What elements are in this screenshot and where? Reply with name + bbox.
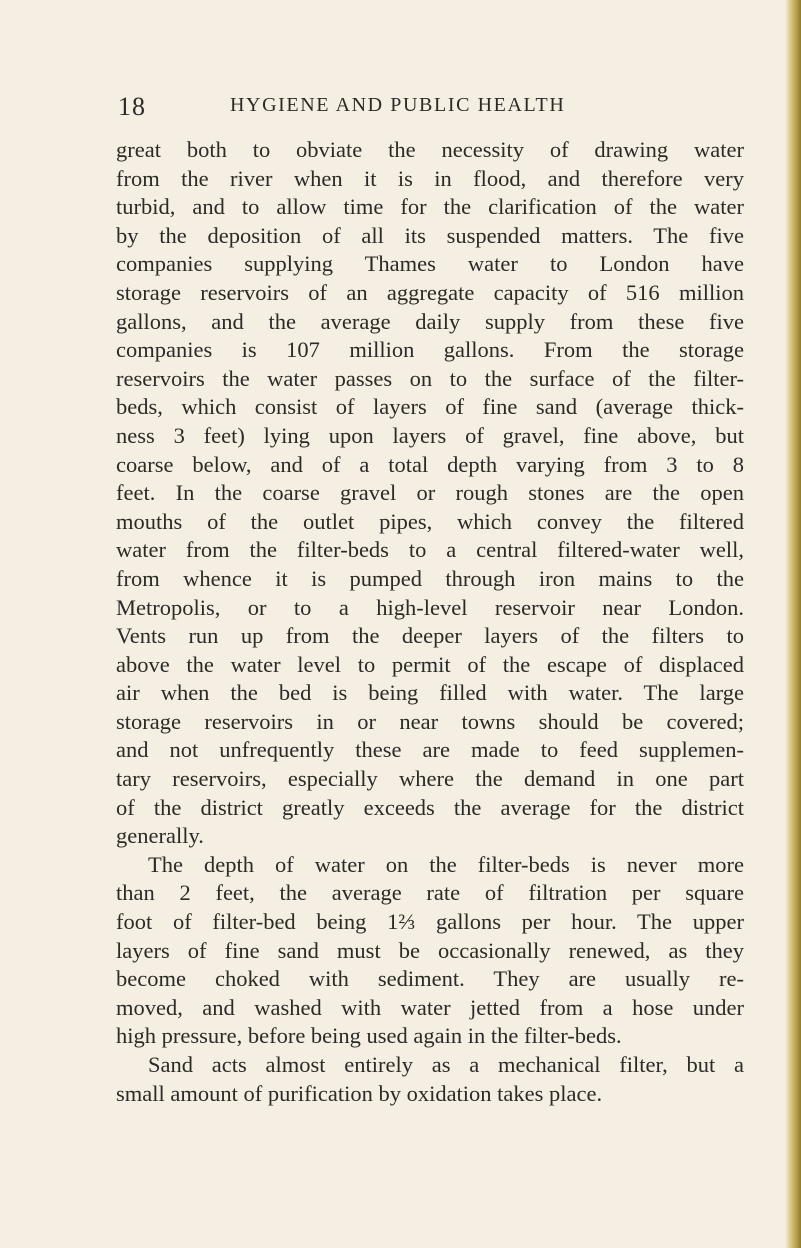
text-line: companies supplying Thames water to London have xyxy=(116,251,744,277)
paragraph-start-line: Sand acts almost entirely as a mechanical filter, but a xyxy=(148,1052,744,1077)
text-line: foot of filter-bed being 1⅔ gallons per hour. The upper xyxy=(116,909,744,935)
text-line: from whence it is pumped through iron mains to the xyxy=(116,565,744,591)
paragraph-end-line: generally. xyxy=(116,823,204,849)
text-line: beds, which consist of layers of fine sand (average thick- xyxy=(116,394,744,420)
text-line: storage reservoirs of an aggregate capacity of 516 million xyxy=(116,279,744,305)
text-line: by the deposition of all its suspended matters. The five xyxy=(116,222,744,248)
text-line: companies is 107 million gallons. From the storage xyxy=(116,337,744,363)
text-line: than 2 feet, the average rate of filtration per square xyxy=(116,880,744,906)
text-line: great both to obviate the necessity of drawing water xyxy=(116,137,744,162)
page-header xyxy=(118,92,738,122)
text-line: of the district greatly exceeds the average for the district xyxy=(116,794,744,820)
text-line: Metropolis, or to a high-level reservoir near London. xyxy=(116,594,744,620)
text-line: air when the bed is being filled with water. The large xyxy=(116,680,744,706)
text-line: water from the filter-beds to a central filtered-water well, xyxy=(116,537,744,563)
text-line: storage reservoirs in or near towns should be covered; xyxy=(116,708,744,734)
text-line: tary reservoirs, especially where the demand in one part xyxy=(116,766,744,792)
page-edge xyxy=(785,0,801,1248)
text-line: layers of fine sand must be occasionally renewed, as they xyxy=(116,937,744,963)
page-number: 18 xyxy=(118,92,146,121)
running-head: HYGIENE AND PUBLIC HEALTH xyxy=(230,94,566,116)
paragraph-end-line: small amount of purification by oxidation takes place. xyxy=(116,1080,603,1106)
text-line: gallons, and the average daily supply from these five xyxy=(116,308,744,334)
text-line: from the river when it is in flood, and therefore very xyxy=(116,165,744,191)
text-line: mouths of the outlet pipes, which convey the filtered xyxy=(116,508,744,534)
text-line: and not unfrequently these are made to feed supplemen- xyxy=(116,737,744,763)
text-line: above the water level to permit of the escape of displaced xyxy=(116,651,744,677)
text-line: moved, and washed with water jetted from a hose under xyxy=(116,994,744,1020)
paragraph-end-line: high pressure, before being used again in the filter-beds. xyxy=(116,1023,622,1049)
paragraph-start-line: The depth of water on the filter-beds is never more xyxy=(148,851,744,877)
body-text xyxy=(116,136,744,1108)
text-line: reservoirs the water passes on to the surface of the filter- xyxy=(116,365,744,391)
text-line: ness 3 feet) lying upon layers of gravel, fine above, but xyxy=(116,422,744,448)
text-line: turbid, and to allow time for the clarification of the water xyxy=(116,194,744,220)
text-line: feet. In the coarse gravel or rough stones are the open xyxy=(116,480,744,506)
text-line: become choked with sediment. They are usually re- xyxy=(116,966,744,992)
text-line: coarse below, and of a total depth varying from 3 to 8 xyxy=(116,451,744,477)
text-line: Vents run up from the deeper layers of the filters to xyxy=(116,623,744,649)
